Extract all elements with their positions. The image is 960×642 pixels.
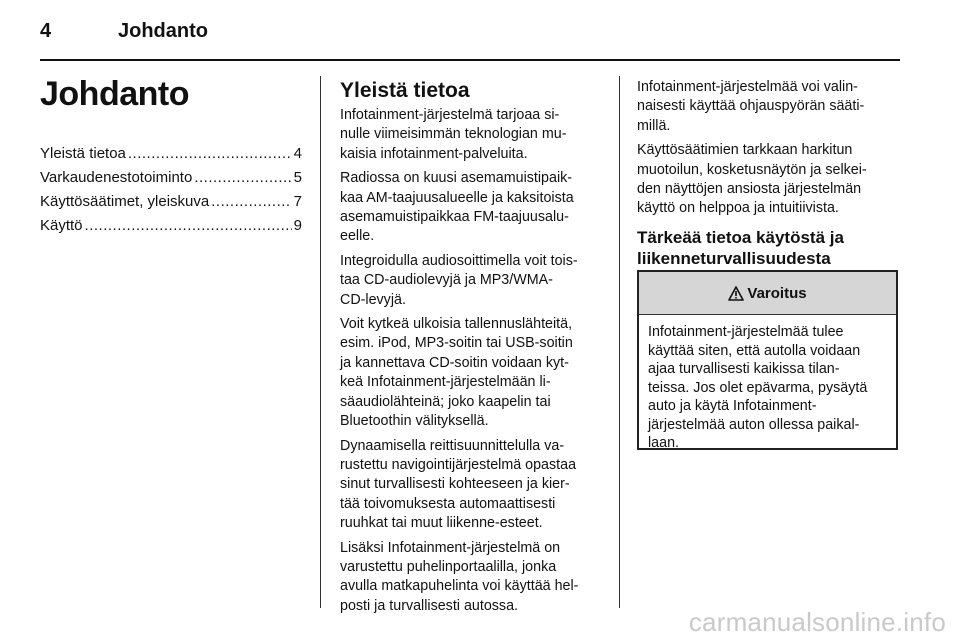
body-paragraph: Integroidulla audiosoittimella voit tois- taa CD-audiolevyjä ja MP3/WMA- CD-levyjä. — [340, 252, 578, 308]
toc-entry-page: 7 — [293, 193, 302, 210]
toc-entry-page: 9 — [293, 217, 302, 234]
toc-leader-dots — [194, 168, 291, 188]
warning-header — [639, 272, 896, 315]
column-1 — [40, 72, 302, 240]
body-paragraph: Infotainment-järjestelmää voi valin- naisesti käyttää ohjauspyörän sääti- millä. — [637, 79, 865, 134]
body-paragraph: Voit kytkeä ulkoisia tallennuslähteitä, esim. iPod, MP3-soitin tai USB-soitin ja kannettava CD-soitin voidaan kyt- keä Infotainment-järjestelmään li- säaudiolähteinä; joko kaapelin tai Bluetoothin välityksellä. — [340, 316, 573, 430]
column-divider-1 — [320, 76, 321, 608]
toc-entry[interactable] — [40, 144, 302, 164]
toc-entry[interactable] — [40, 168, 302, 188]
warning-text: Infotainment-järjestelmää tulee käyttää siten, että autolla voidaan ajaa turvallisesti kaikissa tilan- teissa. Jos olet epävarma, pysäytä auto ja käytä Infotainment- järjestelmää auton ollessa paikal- laan. — [648, 324, 868, 451]
column-divider-2 — [619, 76, 620, 608]
warning-triangle-icon — [728, 286, 744, 301]
toc-leader-dots — [211, 192, 291, 212]
toc-entry-label: Yleistä tietoa — [40, 145, 126, 162]
toc-entry-label: Varkaudenestotoiminto — [40, 169, 193, 186]
page-number: 4 — [40, 20, 52, 42]
section-title: Yleistä tietoa — [340, 79, 470, 102]
warning-box — [637, 270, 898, 450]
watermark: carmanualsonline.info — [688, 607, 946, 637]
toc-entry-label: Käyttö — [40, 217, 83, 234]
header-divider — [40, 59, 900, 61]
body-paragraph: Radiossa on kuusi asemamuistipaik- kaa AM-taajuusalueelle ja kaksitoista asemamuistipaikkaa FM-taajuusalu- eelle. — [340, 170, 574, 245]
toc-entry-page: 4 — [293, 145, 302, 162]
table-of-contents — [40, 144, 302, 236]
chapter-title: Johdanto — [40, 75, 189, 113]
body-paragraph: Dynaamisella reittisuunnittelulla va- rustettu navigointijärjestelmä opastaa sinut turvallisesti kohteeseen ja kier- tää toivomuksesta automaattisesti ruuhkat tai muut liikenne-esteet. — [340, 437, 577, 532]
toc-entry-page: 5 — [293, 169, 302, 186]
warning-label: Varoitus — [747, 284, 807, 302]
column-3 — [637, 78, 902, 279]
running-header-title: Johdanto — [118, 20, 208, 42]
column-2 — [340, 78, 605, 621]
toc-entry[interactable] — [40, 192, 302, 212]
body-paragraph: Käyttösäätimien tarkkaan harkitun muotoilun, kosketusnäytön ja selkei- den näyttöjen ansiosta järjestelmän käyttö on helppoa ja intuitiivista. — [637, 142, 867, 217]
subsection-title: Tärkeää tietoa käytöstä ja liikenneturvallisuudesta — [637, 227, 844, 268]
toc-leader-dots — [128, 144, 292, 164]
toc-entry-label: Käyttösäätimet, yleiskuva — [40, 193, 210, 210]
body-paragraph: Infotainment-järjestelmä tarjoaa si- nulle viimeisimmän teknologian mu- kaisia infotainment-palveluita. — [340, 107, 567, 162]
toc-leader-dots — [85, 216, 292, 236]
body-paragraph: Lisäksi Infotainment-järjestelmä on varustettu puhelinportaalilla, jonka avulla matkapuhelinta voi käyttää hel- posti ja turvallisesti autossa. — [340, 539, 579, 614]
toc-entry[interactable] — [40, 216, 302, 236]
